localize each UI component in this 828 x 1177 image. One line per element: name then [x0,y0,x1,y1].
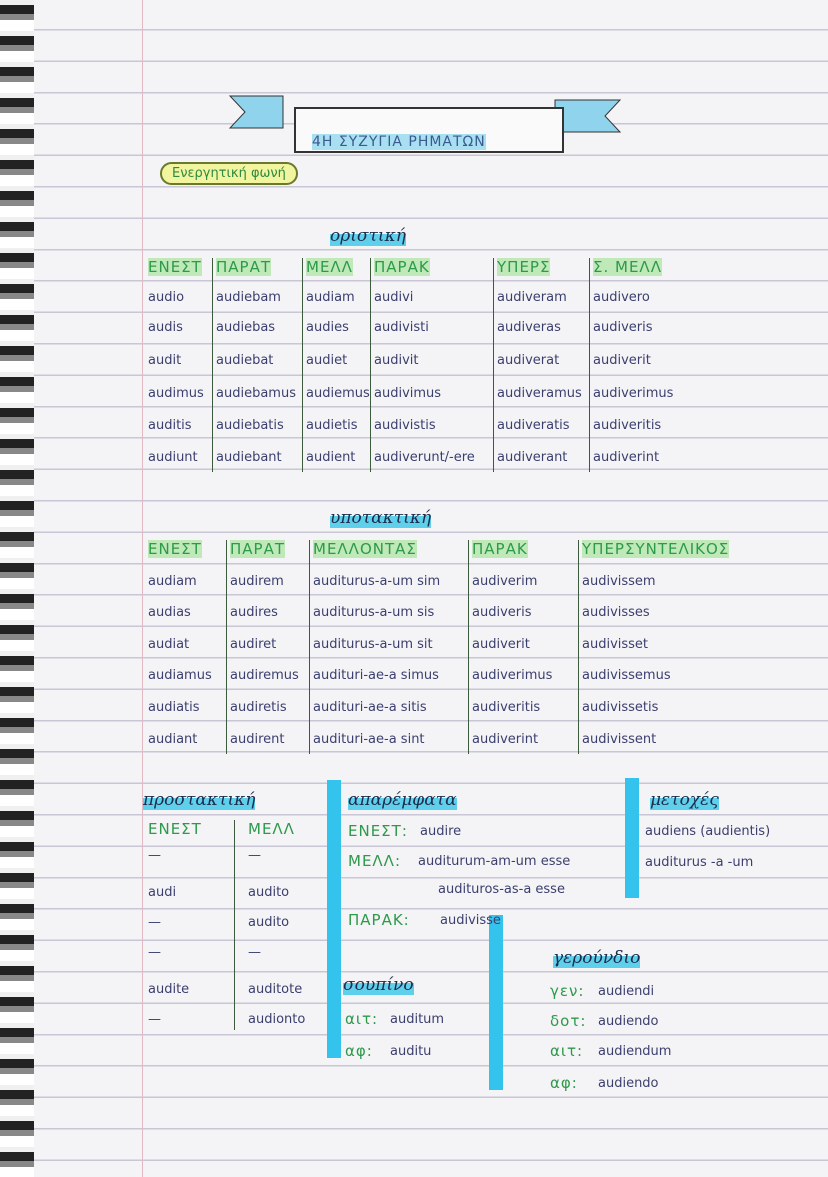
subjunctive-header [472,540,528,558]
imperative-cell: audite [148,982,190,997]
imperative-cell: — [148,1012,161,1027]
gerund-value: audiendum [598,1044,672,1059]
gerund-value: audiendo [598,1014,659,1029]
column-divider [309,540,310,754]
infinitive-label: ΕΝΕΣΤ: [348,822,408,840]
indicative-cell: audiebat [216,353,274,368]
indicative-cell: audiebas [216,320,276,335]
gerund-value: audiendi [598,984,655,999]
subjunctive-cell: audiverit [472,637,530,652]
imperative-cell: — [248,848,261,863]
gerund-value: audiendo [598,1076,659,1091]
imperative-cell: audito [248,885,290,900]
indicative-cell: audiebam [216,290,281,305]
header-text: ΕΝΕΣΤ [148,540,202,558]
indicative-cell: audiam [306,290,355,305]
supine-value: auditu [390,1044,432,1059]
supine-label: αφ: [345,1042,373,1060]
indicative-header [216,258,271,276]
indicative-cell: audivero [593,290,650,305]
subjunctive-header [313,540,417,558]
column-divider [226,540,227,754]
subjunctive-cell: audias [148,605,191,620]
subjunctive-cell: audiverimus [472,668,553,683]
indicative-cell: audiunt [148,450,198,465]
subjunctive-header [230,540,285,558]
subjunctive-header [582,540,729,558]
subjunctive-cell: audivissem [582,574,656,589]
subjunctive-cell: audivisses [582,605,650,620]
indicative-cell: audiebamus [216,386,296,401]
subjunctive-cell: audiremus [230,668,299,683]
highlighter-bar [489,915,503,1090]
column-divider [302,258,303,472]
indicative-cell: audiebatis [216,418,284,433]
indicative-cell: audiverit [593,353,651,368]
subjunctive-cell: audituri-ae-a sint [313,732,425,747]
highlighter-bar [327,780,341,1058]
infinitive-value: audituros-as-a esse [438,882,565,897]
header-text: ΠΑΡΑΚ [374,258,430,276]
subjunctive-cell: audivissemus [582,668,671,683]
column-divider [468,540,469,754]
column-divider [493,258,494,472]
subjunctive-cell: audiveris [472,605,532,620]
header-text: ΕΝΕΣΤ [148,258,202,276]
indicative-cell: audiverunt/-ere [374,450,475,465]
participle-item: audiens (audientis) [645,824,771,839]
supine-value: auditum [390,1012,445,1027]
header-text: ΥΠΕΡΣ [497,258,551,276]
page-title: 4Η ΣΥΖΥΓΙΑ ΡΗΜΑΤΩΝ [312,134,486,150]
indicative-cell: audiverimus [593,386,674,401]
margin-line [142,0,143,1177]
participle-item: auditurus -a -um [645,855,754,870]
subjunctive-cell: audiretis [230,700,287,715]
subjunctive-cell: audituri-ae-a sitis [313,700,427,715]
subjunctive-cell: audiam [148,574,197,589]
header-text: ΠΑΡΑΤ [216,258,272,276]
imperative-cell: — [148,945,161,960]
infinitive-label: ΠΑΡΑΚ: [348,911,410,929]
indicative-header [374,258,430,276]
indicative-cell: audiveramus [497,386,582,401]
column-divider [370,258,371,472]
subjunctive-cell: audiveritis [472,700,541,715]
indicative-cell: audiverint [593,450,660,465]
indicative-cell: audiemus [306,386,370,401]
imperative-cell: auditote [248,982,303,997]
infinitive-value: audire [420,824,462,839]
voice-label: Ενεργητική φωνή [160,162,298,185]
infinitive-value: audivisse [440,913,501,928]
imperative-header: ΕΝΕΣΤ [148,820,202,838]
indicative-cell: audiveram [497,290,567,305]
subjunctive-cell: audiamus [148,668,212,683]
subjunctive-cell: audiat [148,637,190,652]
subjunctive-cell: audiret [230,637,277,652]
indicative-cell: audiveris [593,320,653,335]
header-text: ΥΠΕΡΣΥΝΤΕΛΙΚΟΣ [582,540,730,558]
imperative-cell: — [148,848,161,863]
subjunctive-cell: audirent [230,732,285,747]
imperative-header: ΜΕΛΛ [248,820,295,838]
indicative-cell: audiveratis [497,418,570,433]
column-divider [212,258,213,472]
imperative-cell: — [148,915,161,930]
indicative-cell: audiverant [497,450,568,465]
spiral-binding [0,0,34,1177]
imperative-cell: audionto [248,1012,306,1027]
header-text: ΜΕΛΛ [306,258,353,276]
infinitive-value: auditurum-am-um esse [418,854,571,869]
subjunctive-cell: auditurus-a-um sim [313,574,441,589]
imperative-cell: audito [248,915,290,930]
indicative-header [593,258,662,276]
indicative-cell: audiverat [497,353,560,368]
indicative-cell: audivit [374,353,419,368]
column-divider [578,540,579,754]
subjunctive-cell: audiant [148,732,198,747]
supine-label: αιτ: [345,1010,379,1028]
indicative-heading: οριστική [330,226,406,246]
gerund-label: γεν: [550,982,585,1000]
indicative-header [497,258,550,276]
header-text: Σ. ΜΕΛΛ [593,258,662,276]
header-text: ΜΕΛΛΟΝΤΑΣ [313,540,417,558]
indicative-cell: audiebant [216,450,282,465]
gerund-label: αιτ: [550,1042,584,1060]
indicative-cell: audient [306,450,356,465]
subjunctive-cell: audivisset [582,637,649,652]
header-text: ΠΑΡΑΤ [230,540,286,558]
gerund-heading: γερούνδιο [553,948,641,968]
imperative-cell: audi [148,885,177,900]
indicative-cell: audio [148,290,185,305]
subjunctive-cell: auditurus-a-um sis [313,605,435,620]
highlighter-bar [625,778,639,898]
subjunctive-cell: audires [230,605,278,620]
indicative-cell: audiet [306,353,348,368]
indicative-cell: audis [148,320,183,335]
indicative-cell: audiveritis [593,418,662,433]
indicative-header [148,258,202,276]
infinitives-heading: απαρέμφατα [348,790,457,810]
indicative-cell: audimus [148,386,204,401]
gerund-label: αφ: [550,1074,578,1092]
imperative-cell: — [248,945,261,960]
subjunctive-cell: audituri-ae-a simus [313,668,439,683]
indicative-cell: audiveras [497,320,561,335]
infinitive-label: ΜΕΛΛ: [348,852,401,870]
gerund-label: δοτ: [550,1012,587,1030]
subjunctive-cell: audivissent [582,732,657,747]
indicative-cell: audit [148,353,182,368]
indicative-cell: audivi [374,290,414,305]
indicative-cell: audivisti [374,320,429,335]
participles-heading: μετοχές [650,790,719,810]
indicative-cell: audivimus [374,386,442,401]
column-divider [589,258,590,472]
subjunctive-cell: audiatis [148,700,200,715]
indicative-cell: audivistis [374,418,436,433]
header-text: ΠΑΡΑΚ [472,540,528,558]
indicative-cell: audietis [306,418,358,433]
subjunctive-heading: υποτακτική [330,508,432,528]
subjunctive-cell: audiverim [472,574,538,589]
indicative-cell: audies [306,320,349,335]
supine-heading: σουπίνο [343,975,414,995]
indicative-header [306,258,353,276]
subjunctive-cell: audiverint [472,732,539,747]
indicative-cell: auditis [148,418,192,433]
subjunctive-cell: audivissetis [582,700,659,715]
subjunctive-cell: audirem [230,574,284,589]
subjunctive-cell: auditurus-a-um sit [313,637,433,652]
subjunctive-header [148,540,202,558]
imperative-heading: προστακτική [143,790,256,810]
